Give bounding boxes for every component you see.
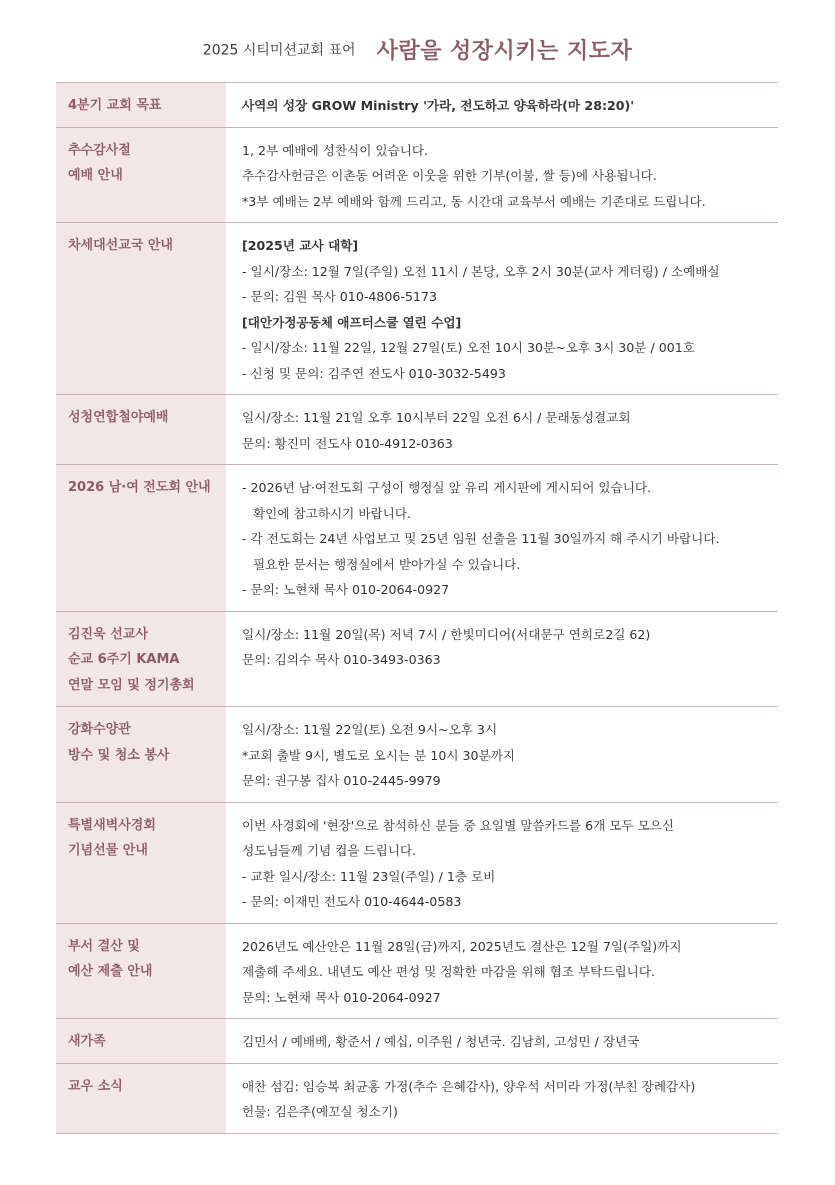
notice-content-line: - 문의: 노현채 목사 010-2064-0927 bbox=[242, 582, 450, 597]
notice-label-line: 예산 제출 안내 bbox=[68, 964, 153, 979]
notice-content-line: 확인에 참고하시기 바랍니다. bbox=[253, 505, 411, 521]
notice-content-line: 문의: 권구봉 집사 010-2445-9979 bbox=[242, 773, 441, 788]
notice-row bbox=[56, 395, 778, 465]
notice-content-line: 사역의 성장 GROW Ministry '가라, 전도하고 양육하라(마 28:20)' bbox=[242, 98, 635, 113]
notice-content-line: 2026년도 예산안은 11월 28일(금)까지, 2025년도 결산은 12월 7일(주일)까지 bbox=[242, 938, 682, 954]
notice-label bbox=[56, 611, 226, 707]
notice-content-line: 이번 사경회에 '현장'으로 참석하신 분들 중 요일별 말씀카드를 6개 모두 모으신 bbox=[242, 817, 675, 833]
notice-content-line: 추수감사헌금은 이촌동 어려운 이웃을 위한 기부(이불, 쌀 등)에 사용됩니다. bbox=[242, 168, 657, 183]
notice-content-line: - 신청 및 문의: 김주연 전도사 010-3032-5493 bbox=[242, 365, 506, 381]
notice-content-line: - 각 전도회는 24년 사업보고 및 25년 임원 선출을 11월 30일까지 해 주시기 바랍니다. bbox=[242, 531, 720, 546]
notice-content-line: 문의: 황진미 전도사 010-4912-0363 bbox=[242, 435, 453, 451]
notice-label-line: 강화수양관 bbox=[68, 722, 131, 737]
notice-label bbox=[56, 707, 226, 803]
notice-content bbox=[226, 611, 778, 707]
notice-content-line: 제출해 주세요. 내년도 예산 편성 및 정확한 마감을 위해 협조 부탁드립니다. bbox=[242, 964, 656, 979]
notice-content-line: 문의: 김의수 목사 010-3493-0363 bbox=[242, 652, 441, 667]
notice-content-line: 일시/장소: 11월 20일(목) 저녁 7시 / 한빛미디어(서대문구 연희로2길 62) bbox=[242, 626, 651, 642]
notice-label-line: 교우 소식 bbox=[68, 1078, 123, 1094]
notice-content-line: [2025년 교사 대학] bbox=[242, 238, 359, 253]
notice-content-line: 성도님들께 기념 컵을 드립니다. bbox=[242, 843, 417, 858]
notices-table bbox=[56, 82, 778, 1134]
notice-content-line: - 일시/장소: 11월 22일, 12월 27일(토) 오전 10시 30분~오후 3시 30분 / 001호 bbox=[242, 340, 695, 355]
notice-label bbox=[56, 465, 226, 612]
notice-label bbox=[56, 83, 226, 128]
notice-row bbox=[56, 707, 778, 803]
notice-row bbox=[56, 83, 778, 128]
notice-row bbox=[56, 223, 778, 395]
notice-label-line: 김진욱 선교사 bbox=[68, 626, 148, 642]
notice-label-line: 4분기 교회 목표 bbox=[68, 98, 162, 113]
notice-label-line: 기념선물 안내 bbox=[68, 843, 148, 858]
notice-label bbox=[56, 802, 226, 923]
notice-content bbox=[226, 923, 778, 1019]
notice-label-line: 2026 남·여 전도회 안내 bbox=[68, 480, 211, 495]
page-header bbox=[0, 34, 835, 65]
notice-content-line: 일시/장소: 11월 22일(토) 오전 9시~오후 3시 bbox=[242, 722, 498, 737]
notice-label-line: 성청연합철야예배 bbox=[68, 410, 169, 425]
notice-content-line: - 교환 일시/장소: 11월 23일(주일) / 1층 로비 bbox=[242, 868, 496, 884]
notice-content bbox=[226, 465, 778, 612]
notice-content bbox=[226, 223, 778, 395]
notice-row bbox=[56, 1063, 778, 1133]
notice-content-line: 애찬 섬김: 임승복 최균홍 가정(추수 은혜감사), 양우석 서미라 가정(부친 장례감사) bbox=[242, 1078, 696, 1094]
notice-content bbox=[226, 127, 778, 223]
notice-content-line: [대안가정공동체 애프터스쿨 열린 수업] bbox=[242, 314, 462, 330]
notices-body bbox=[56, 83, 778, 1134]
notice-label bbox=[56, 127, 226, 223]
notice-row bbox=[56, 611, 778, 707]
notice-content-line: *3부 예배는 2부 예배와 함께 드리고, 동 시간대 교육부서 예배는 기존대로 드립니다. bbox=[242, 193, 706, 209]
notice-label bbox=[56, 395, 226, 465]
notice-label-line: 차세대선교국 안내 bbox=[68, 238, 173, 253]
notice-content-line: 1, 2부 예배에 성찬식이 있습니다. bbox=[242, 142, 429, 158]
notice-content bbox=[226, 1063, 778, 1133]
notice-label-line: 부서 결산 및 bbox=[68, 938, 140, 954]
notice-label bbox=[56, 223, 226, 395]
notice-row bbox=[56, 802, 778, 923]
notice-label bbox=[56, 1063, 226, 1133]
notice-content bbox=[226, 707, 778, 803]
notice-label-line: 새가족 bbox=[68, 1034, 106, 1049]
notice-row bbox=[56, 923, 778, 1019]
notice-label-line: 순교 6주기 KAMA bbox=[68, 652, 180, 667]
notice-label-line: 방수 및 청소 봉사 bbox=[68, 747, 170, 763]
notice-label-line: 추수감사절 bbox=[68, 142, 131, 158]
notice-content-line: - 일시/장소: 12월 7일(주일) 오전 11시 / 본당, 오후 2시 30분(교사 게더링) / 소예배실 bbox=[242, 263, 720, 279]
notice-label bbox=[56, 923, 226, 1019]
notice-row bbox=[56, 465, 778, 612]
notice-label-line: 특별새벽사경회 bbox=[68, 817, 156, 833]
page-title: 사람을 성장시키는 지도자 bbox=[376, 39, 633, 64]
notice-label bbox=[56, 1019, 226, 1064]
notice-content bbox=[226, 83, 778, 128]
notice-row bbox=[56, 1019, 778, 1064]
notice-row bbox=[56, 127, 778, 223]
notice-content-line: 문의: 노현채 목사 010-2064-0927 bbox=[242, 989, 441, 1005]
notice-content bbox=[226, 802, 778, 923]
notice-content bbox=[226, 1019, 778, 1064]
motto-subtitle: 2025 시티미션교회 표어 bbox=[202, 42, 356, 59]
notice-content-line: 헌물: 김은주(예꼬실 청소기) bbox=[242, 1104, 398, 1119]
notice-content-line: 일시/장소: 11월 21일 오후 10시부터 22일 오전 6시 / 문래동성결교회 bbox=[242, 410, 631, 425]
notice-label-line: 연말 모임 및 정기총회 bbox=[68, 677, 195, 693]
notice-content bbox=[226, 395, 778, 465]
notice-content-line: 필요한 문서는 행정실에서 받아가실 수 있습니다. bbox=[253, 556, 521, 572]
notice-label-line: 예배 안내 bbox=[68, 168, 123, 183]
notice-content-line: - 2026년 남·여전도회 구성이 행정실 앞 유리 게시판에 게시되어 있습니다. bbox=[242, 480, 652, 495]
notice-content-line: 김민서 / 예배베, 황준서 / 예십, 이주원 / 청년국. 김남희, 고성민 / 장년국 bbox=[242, 1034, 640, 1049]
notice-content-line: *교회 출발 9시, 별도로 오시는 분 10시 30분까지 bbox=[242, 747, 516, 763]
notice-content-line: - 문의: 김원 목사 010-4806-5173 bbox=[242, 289, 438, 304]
notice-content-line: - 문의: 이재민 전도사 010-4644-0583 bbox=[242, 894, 462, 909]
